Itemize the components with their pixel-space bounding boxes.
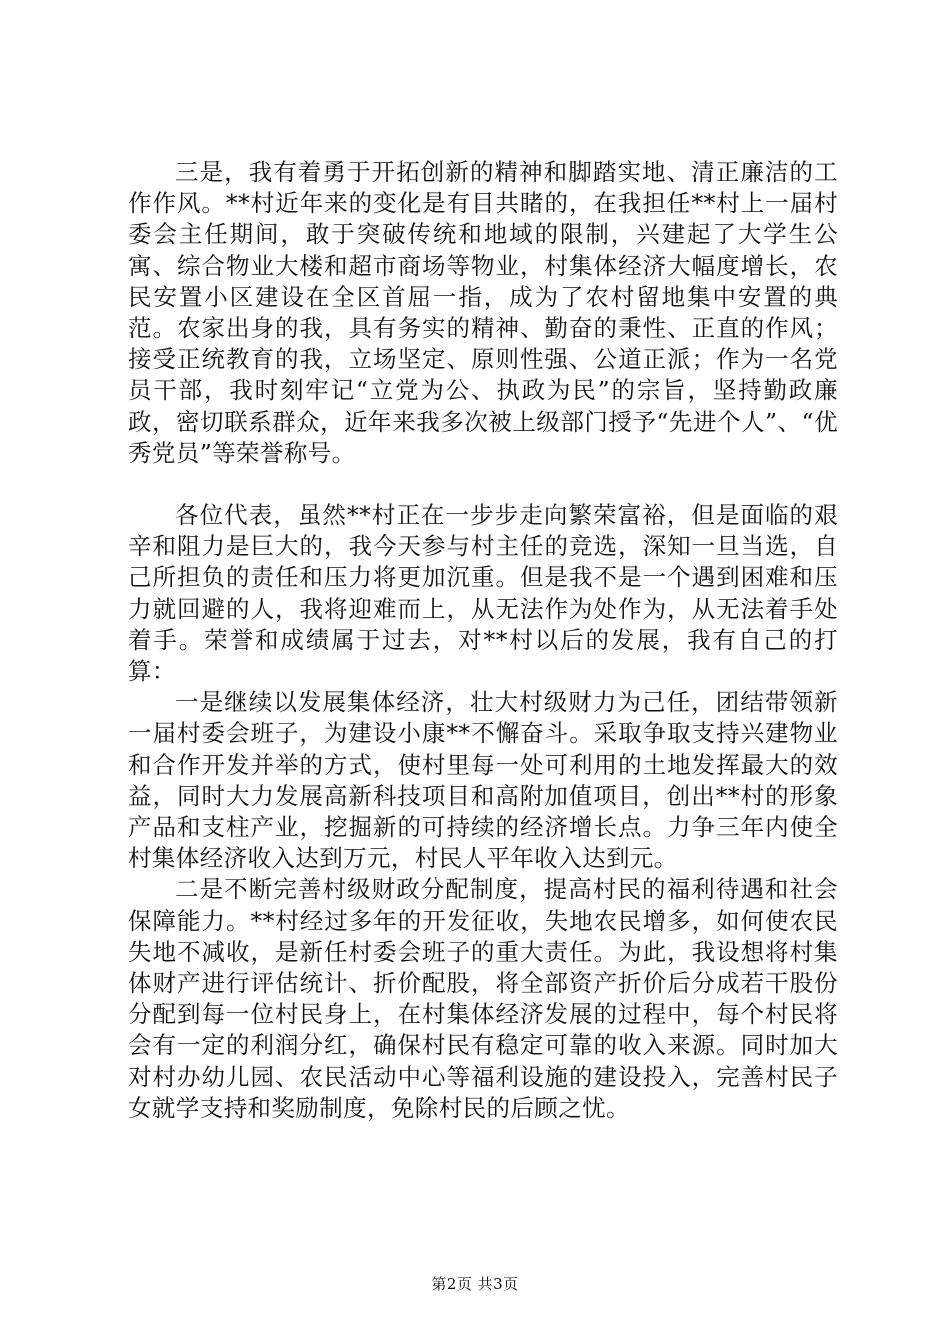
page-footer: 第2页 共3页: [431, 1275, 519, 1293]
paragraph-2: 各位代表，虽然**村正在一步步走向繁荣富裕，但是面临的艰辛和阻力是巨大的，我今天参与村主任的竞选，深知一旦当选，自己所担负的责任和压力将更加沉重。但是我不是一个遇到困难和压力就回避的人，我将迎难而上，从无法作为处作为，从无法着手处着手。荣誉和成绩属于过去，对**村以后的发展，我有自己的打算：: [128, 501, 838, 686]
paragraph-4: 二是不断完善村级财政分配制度，提高村民的福利待遇和社会保障能力。**村经过多年的开发征收，失地农民增多，如何使农民失地不减收，是新任村委会班子的重大责任。为此，我设想将村集体财产进行评估统计、折价配股，将全部资产折价后分成若干股份分配到每一位村民身上，在村集体经济发展的过程中，每个村民将会有一定的利润分红，确保村民有稳定可靠的收入来源。同时加大对村办幼儿园、农民活动中心等福利设施的建设投入，完善村民子女就学支持和奖励制度，免除村民的后顾之忧。: [128, 875, 838, 1122]
paragraph-spacer: [128, 469, 838, 500]
paragraph-3: 一是继续以发展集体经济，壮大村级财力为己任，团结带领新一届村委会班子，为建设小康**不懈奋斗。采取争取支持兴建物业和合作开发并举的方式，使村里每一处可利用的土地发挥最大的效益，同时大力发展高新科技项目和高附加值项目，创出**村的形象产品和支柱产业，挖掘新的可持续的经济增长点。力争三年内使全村集体经济收入达到万元，村民人平年收入达到元。: [128, 688, 838, 873]
paragraph-1: 三是，我有着勇于开拓创新的精神和脚踏实地、清正廉洁的工作作风。**村近年来的变化是有目共睹的，在我担任**村上一届村委会主任期间，敢于突破传统和地域的限制，兴建起了大学生公寓、综合物业大楼和超市商场等物业，村集体经济大幅度增长，农民安置小区建设在全区首屈一指，成为了农村留地集中安置的典范。农家出身的我，具有务实的精神、勤奋的秉性、正直的作风；接受正统教育的我，立场坚定、原则性强、公道正派；作为一名党员干部，我时刻牢记“立党为公、执政为民”的宗旨，坚持勤政廉政，密切联系群众，近年来我多次被上级部门授予“先进个人”、“优秀党员”等荣誉称号。: [128, 158, 838, 467]
document-body: [128, 157, 838, 1124]
